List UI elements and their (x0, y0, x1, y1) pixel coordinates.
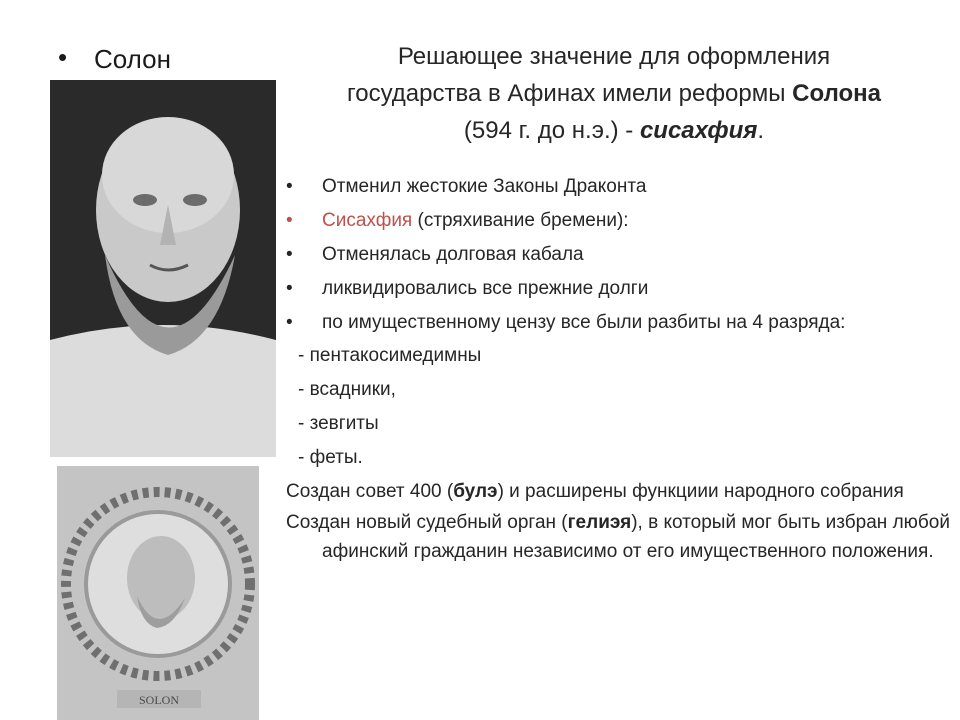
class-item: - зевгиты (298, 413, 379, 434)
solon-medallion-image (57, 466, 259, 720)
list-item: • Отменил жестокие Законы Драконта (286, 172, 950, 202)
bust-illustration (50, 80, 276, 457)
boule-term: булэ (453, 481, 498, 502)
bullet-mark: • (286, 210, 293, 231)
class-item: - феты. (298, 447, 363, 468)
list-item: • ликвидировались все прежние долги (286, 274, 950, 304)
class-item: - пентакосимедимны (298, 345, 482, 366)
bullet-mark: • (286, 312, 293, 333)
bullet-mark: • (286, 278, 293, 299)
bullet-mark: • (286, 244, 293, 265)
reforms-list (286, 172, 950, 568)
heliaia-term: гелиэя (567, 512, 632, 533)
title-line-1: Решающее значение для оформления (397, 43, 831, 70)
portrait-caption: Солон (94, 44, 171, 74)
court-paragraph: Создан новый судебный орган (гелиэя), в который мог быть избран любой афинский гражданин независимо от его имущественного положения. (286, 512, 950, 562)
title-solon-bold: Солона (792, 80, 881, 107)
sisachtheia-term: Сисахфия (322, 210, 413, 231)
bullet-mark: • (286, 176, 293, 197)
council-paragraph: Создан совет 400 (булэ) и расширены функциии народного собрания (286, 481, 904, 502)
medallion-illustration (57, 466, 259, 720)
slide-title (284, 38, 944, 149)
title-line-3: (594 г. до н.э.) - сисахфия. (463, 117, 765, 144)
list-item: • по имущественному цензу все были разбиты на 4 разряда: (286, 308, 950, 337)
name-bullet: • (58, 42, 68, 72)
list-item: • Отменялась долговая кабала (286, 240, 950, 270)
title-sisachtheia: сисахфия (639, 117, 758, 144)
list-item: • Сисахфия (стряхивание бремени): (286, 206, 950, 236)
solon-bust-photo (50, 80, 276, 457)
medallion-inscription: SOLON (138, 693, 180, 707)
class-item: - всадники, (298, 379, 396, 400)
title-line-2: государства в Афинах имели реформы Солона (347, 80, 881, 107)
